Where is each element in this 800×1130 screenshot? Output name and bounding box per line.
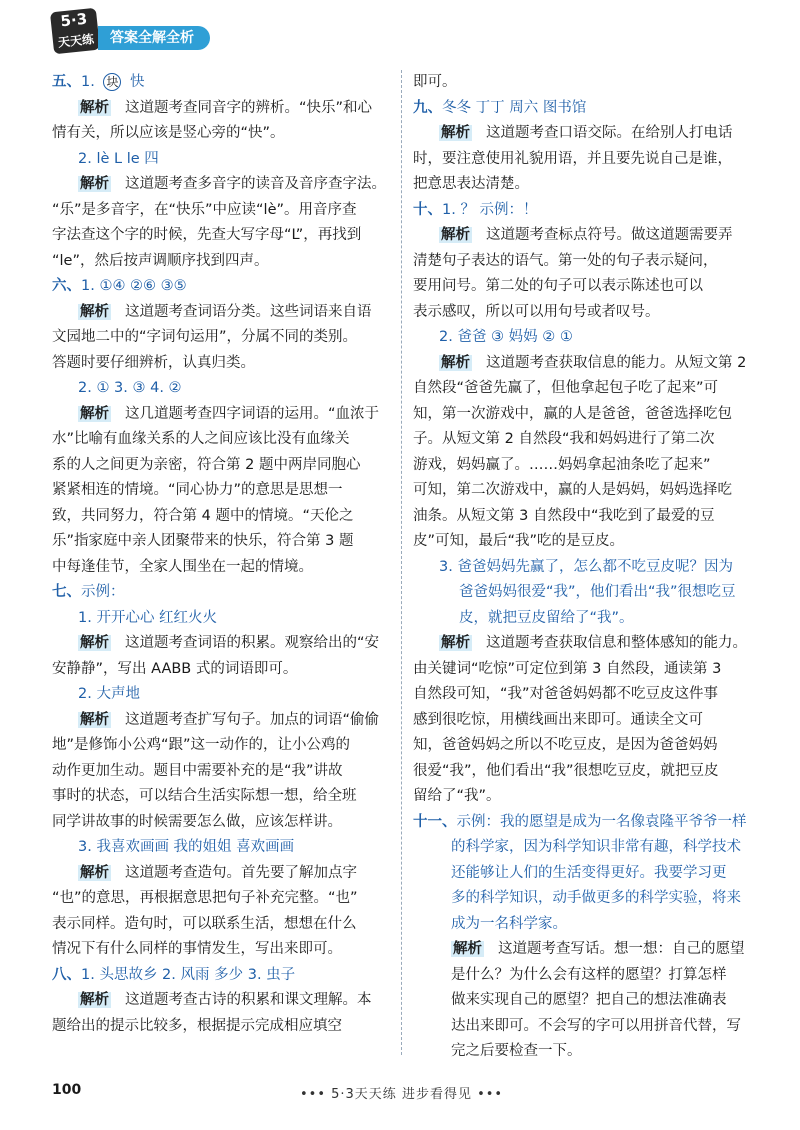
text-line bbox=[413, 70, 753, 96]
text-line bbox=[52, 555, 390, 581]
text-line bbox=[52, 606, 390, 632]
body-text: 乐”指家庭中亲人团聚带来的快乐，符合第 3 题 bbox=[52, 533, 354, 549]
body-text: 留给了“我”。 bbox=[413, 788, 501, 804]
text-line bbox=[52, 325, 390, 351]
analysis-label: 解析 bbox=[80, 405, 109, 422]
text-line bbox=[413, 249, 753, 275]
body-text: 可知，第二次游戏中，赢的人是妈妈，妈妈选择吃 bbox=[413, 482, 732, 498]
logo-line1: 5·3 bbox=[59, 9, 88, 31]
text-line bbox=[52, 861, 390, 887]
body-text: 皮”可知，最后“我”吃的是豆皮。 bbox=[413, 533, 625, 549]
text-line bbox=[413, 1039, 753, 1065]
answer-text: 示例：我的愿望是成为一名像袁隆平爷爷一样 bbox=[456, 813, 747, 830]
answer-text: 3. 我喜欢画画 我的姐姐 喜欢画画 bbox=[78, 839, 295, 855]
text-line bbox=[52, 682, 390, 708]
text-line bbox=[413, 631, 753, 657]
text-line bbox=[413, 733, 753, 759]
section-number: 七、 bbox=[52, 584, 81, 600]
analysis-text: 这道题考查标点符号。做这道题需要弄 bbox=[486, 227, 733, 243]
answer-text: 2. 大声地 bbox=[78, 686, 140, 702]
text-line bbox=[413, 376, 753, 402]
text-line bbox=[413, 172, 753, 198]
text-line bbox=[413, 861, 753, 887]
text-line bbox=[52, 274, 390, 300]
analysis-label: 解析 bbox=[80, 635, 109, 651]
answer-text: 1. 开开心心 红红火火 bbox=[78, 609, 218, 626]
analysis-text: 这道题考查古诗的积累和课文理解。本 bbox=[125, 992, 372, 1008]
answer-text: 成为一名科学家。 bbox=[451, 915, 567, 932]
body-text: 表示同样。造句时，可以联系生活，想想在什么 bbox=[52, 915, 357, 932]
text-line bbox=[413, 759, 753, 785]
section-number: 十、 bbox=[413, 201, 442, 218]
text-line bbox=[413, 427, 753, 453]
body-text: 游戏，妈妈赢了。……妈妈拿起油条吃了起来” bbox=[413, 456, 711, 473]
body-text: 感到很吃惊，用横线画出来即可。通读全文可 bbox=[413, 711, 703, 728]
answer-text: 冬冬 丁丁 周六 图书馆 bbox=[442, 99, 587, 116]
section-number: 九、 bbox=[413, 99, 442, 116]
text-line bbox=[52, 529, 390, 555]
text-line bbox=[52, 733, 390, 759]
text-line bbox=[52, 121, 390, 147]
text-line bbox=[413, 657, 753, 683]
text-line bbox=[52, 70, 390, 96]
text-line bbox=[413, 147, 753, 173]
answer-text: 3. 爸爸妈妈先赢了，怎么都不吃豆皮呢？因为 bbox=[439, 558, 733, 575]
text-line bbox=[413, 274, 753, 300]
text-line bbox=[413, 96, 753, 122]
text-line bbox=[52, 504, 390, 530]
answer-text: 1. ①④ ②⑥ ③⑤ bbox=[81, 278, 187, 294]
analysis-text: 这道题考查写话。想一想：自己的愿望 bbox=[498, 941, 745, 957]
body-text: 把意思表达清楚。 bbox=[413, 176, 529, 192]
text-line bbox=[413, 606, 753, 632]
text-line bbox=[413, 988, 753, 1014]
text-line bbox=[413, 810, 753, 836]
body-text: 即可。 bbox=[413, 74, 457, 90]
section-number: 八、 bbox=[52, 966, 81, 983]
text-line bbox=[52, 708, 390, 734]
body-text: 知，爸爸妈妈之所以不吃豆皮，是因为爸爸妈妈 bbox=[413, 737, 718, 753]
answer-text: 快 bbox=[125, 74, 145, 90]
text-line bbox=[52, 886, 390, 912]
text-line bbox=[413, 351, 753, 377]
answer-text: 还能够让人们的生活变得更好。我要学习更 bbox=[451, 864, 727, 881]
text-line bbox=[52, 810, 390, 836]
text-line bbox=[413, 835, 753, 861]
answer-text: 多的科学知识，动手做更多的科学实验，将来 bbox=[451, 890, 741, 906]
body-text: 油条。从短文第 3 自然段中“我吃到了最爱的豆 bbox=[413, 507, 715, 524]
page-number: 100 bbox=[52, 1082, 82, 1098]
section-number: 五、 bbox=[52, 74, 81, 90]
analysis-text: 这道题考查词语分类。这些词语来自语 bbox=[125, 303, 372, 320]
text-line bbox=[52, 937, 390, 963]
body-text: 文园地二中的“字词句运用”，分属不同的类别。 bbox=[52, 329, 358, 345]
section-number: 六、 bbox=[52, 278, 81, 294]
body-text: 情况下有什么同样的事情发生，写出来即可。 bbox=[52, 941, 342, 957]
text-line bbox=[413, 784, 753, 810]
text-line bbox=[52, 784, 390, 810]
text-line bbox=[52, 912, 390, 938]
text-line bbox=[52, 988, 390, 1014]
answer-text: 2. lè L le 四 bbox=[78, 150, 159, 167]
answer-text: 皮，就把豆皮留给了“我”。 bbox=[459, 609, 634, 626]
body-text: 系的人之间更为亲密，符合第 2 题中两岸同胞心 bbox=[52, 456, 361, 473]
analysis-label: 解析 bbox=[80, 303, 109, 320]
left-column bbox=[52, 70, 390, 1039]
text-line bbox=[52, 223, 390, 249]
text-line bbox=[52, 249, 390, 275]
body-text: 清楚句子表达的语气。第一处的句子表示疑问， bbox=[413, 252, 718, 269]
analysis-label: 解析 bbox=[80, 99, 109, 116]
text-line bbox=[52, 198, 390, 224]
text-line bbox=[52, 402, 390, 428]
body-text: 答题时要仔细辨析，认真归类。 bbox=[52, 354, 255, 371]
text-line bbox=[413, 580, 753, 606]
text-line bbox=[413, 198, 753, 224]
body-text: 很爱“我”，他们看出“我”很想吃豆皮，就把豆皮 bbox=[413, 762, 719, 779]
analysis-text: 这道题考查口语交际。在给别人打电话 bbox=[486, 125, 733, 141]
body-text: 情有关，所以应该是竖心旁的“快”。 bbox=[52, 125, 285, 141]
body-text: 水”比喻有血缘关系的人之间应该比没有血缘关 bbox=[52, 431, 350, 447]
text-line bbox=[52, 759, 390, 785]
body-text: 地”是修饰小公鸡“跟”这一动作的，让小公鸡的 bbox=[52, 737, 351, 753]
text-line bbox=[52, 427, 390, 453]
body-text: 子。从短文第 2 自然段“我和妈妈进行了第二次 bbox=[413, 431, 715, 447]
body-text: 同学讲故事的时候需要怎么做，应该怎样讲。 bbox=[52, 813, 342, 830]
analysis-label: 解析 bbox=[441, 635, 470, 651]
text-line bbox=[413, 886, 753, 912]
analysis-text: 这道题考查获取信息和整体感知的能力。 bbox=[486, 635, 747, 651]
right-column bbox=[413, 70, 753, 1065]
text-line bbox=[413, 555, 753, 581]
column-divider bbox=[401, 70, 402, 1055]
logo-line2: 天天练 bbox=[57, 32, 95, 50]
analysis-label: 解析 bbox=[441, 354, 470, 371]
body-text: 字法查这个字的时候，先查大写字母“L”，再找到 bbox=[52, 227, 362, 243]
text-line bbox=[52, 478, 390, 504]
text-line bbox=[52, 580, 390, 606]
body-text: “乐”是多音字，在“快乐”中应读“lè”。用音序查 bbox=[52, 201, 357, 218]
text-line bbox=[52, 963, 390, 989]
analysis-text: 这几道题考查四字词语的运用。“血浓于 bbox=[125, 405, 380, 422]
analysis-text: 这道题考查造句。首先要了解加点字 bbox=[125, 864, 357, 881]
text-line bbox=[413, 121, 753, 147]
body-text: 完之后要检查一下。 bbox=[451, 1043, 582, 1059]
body-text: 是什么？为什么会有这样的愿望？打算怎样 bbox=[451, 966, 727, 983]
text-line bbox=[413, 223, 753, 249]
text-line bbox=[413, 325, 753, 351]
text-line bbox=[413, 300, 753, 326]
text-line bbox=[413, 529, 753, 555]
text-line bbox=[413, 402, 753, 428]
body-text: 知，第一次游戏中，赢的人是爸爸，爸爸选择吃包 bbox=[413, 405, 732, 422]
analysis-label: 解析 bbox=[80, 992, 109, 1008]
text-line bbox=[52, 300, 390, 326]
answer-text: 2. ① 3. ③ 4. ② bbox=[78, 380, 182, 396]
analysis-label: 解析 bbox=[441, 227, 470, 243]
body-text: 自然段“爸爸先赢了，但他拿起包子吃了起来”可 bbox=[413, 380, 719, 396]
body-text: 表示感叹，所以可以用句号或者叹号。 bbox=[413, 303, 660, 320]
text-line bbox=[52, 376, 390, 402]
text-line bbox=[413, 504, 753, 530]
answer-text: 1. ？ 示例：！ bbox=[442, 201, 538, 218]
body-text: “le”，然后按声调顺序找到四声。 bbox=[52, 252, 269, 269]
footer-slogan: ••• 5·3天天练 进步看得见 ••• bbox=[300, 1087, 504, 1102]
text-line bbox=[52, 1014, 390, 1040]
analysis-label: 解析 bbox=[441, 125, 470, 141]
analysis-label: 解析 bbox=[80, 864, 109, 881]
header-badge: 答案全解全析 bbox=[98, 26, 210, 50]
answer-text: 的科学家，因为科学知识非常有趣，科学技术 bbox=[451, 839, 741, 855]
analysis-label: 解析 bbox=[453, 941, 482, 957]
body-text: “也”的意思，再根据意思把句子补充完整。“也” bbox=[52, 890, 358, 906]
analysis-text: 这道题考查同音字的辨析。“快乐”和心 bbox=[125, 99, 373, 116]
body-text: 安静静”，写出 AABB 式的词语即可。 bbox=[52, 660, 298, 677]
analysis-text: 这道题考查词语的积累。观察给出的“安 bbox=[125, 635, 380, 651]
analysis-text: 这道题考查扩写句子。加点的词语“偷偷 bbox=[125, 711, 380, 728]
answer-text: 1. bbox=[81, 74, 100, 90]
brand-logo bbox=[50, 8, 100, 55]
page-header bbox=[0, 0, 800, 60]
text-line bbox=[413, 708, 753, 734]
body-text: 由关键词“吃惊”可定位到第 3 自然段，通读第 3 bbox=[413, 660, 722, 677]
text-line bbox=[413, 682, 753, 708]
body-text: 致，共同努力，符合第 4 题中的情境。“天伦之 bbox=[52, 507, 354, 524]
body-text: 紧紧相连的情境。“同心协力”的意思是思想一 bbox=[52, 482, 343, 498]
text-line bbox=[413, 1014, 753, 1040]
answer-text: 爸爸妈妈很爱“我”，他们看出“我”很想吃豆 bbox=[459, 584, 736, 600]
body-text: 动作更加生动。题目中需要补充的是“我”讲故 bbox=[52, 762, 343, 779]
analysis-label: 解析 bbox=[80, 176, 109, 192]
text-line bbox=[413, 478, 753, 504]
body-text: 中每逢佳节，全家人围坐在一起的情境。 bbox=[52, 558, 313, 575]
analysis-text: 这道题考查多音字的读音及音序查字法。 bbox=[125, 176, 386, 192]
text-line bbox=[413, 453, 753, 479]
text-line bbox=[413, 912, 753, 938]
answer-text: 2. 爸爸 ③ 妈妈 ② ① bbox=[439, 329, 573, 345]
analysis-label: 解析 bbox=[80, 711, 109, 728]
text-line bbox=[52, 835, 390, 861]
text-line bbox=[52, 96, 390, 122]
body-text: 达出来即可。不会写的字可以用拼音代替，写 bbox=[451, 1017, 741, 1034]
text-line bbox=[52, 657, 390, 683]
body-text: 自然段可知，“我”对爸爸妈妈都不吃豆皮这件事 bbox=[413, 686, 719, 702]
body-text: 题给出的提示比较多，根据提示完成相应填空 bbox=[52, 1017, 342, 1034]
text-line bbox=[413, 963, 753, 989]
circled-char: 块 bbox=[103, 73, 121, 91]
body-text: 事时的状态，可以结合生活实际想一想，给全班 bbox=[52, 788, 357, 804]
body-text: 时，要注意使用礼貌用语，并且要先说自己是谁， bbox=[413, 150, 732, 167]
analysis-text: 这道题考查获取信息的能力。从短文第 2 bbox=[486, 354, 747, 371]
text-line bbox=[52, 147, 390, 173]
body-text: 要用问号。第二处的句子可以表示陈述也可以 bbox=[413, 278, 703, 294]
answer-text: 1. 头思故乡 2. 风雨 多少 3. 虫子 bbox=[81, 966, 296, 983]
text-line bbox=[52, 453, 390, 479]
text-line bbox=[52, 172, 390, 198]
section-number: 十一、 bbox=[413, 813, 457, 830]
text-line bbox=[52, 351, 390, 377]
body-text: 做来实现自己的愿望？把自己的想法准确表 bbox=[451, 992, 727, 1008]
answer-text: 示例： bbox=[81, 584, 125, 600]
text-line bbox=[52, 631, 390, 657]
text-line bbox=[413, 937, 753, 963]
